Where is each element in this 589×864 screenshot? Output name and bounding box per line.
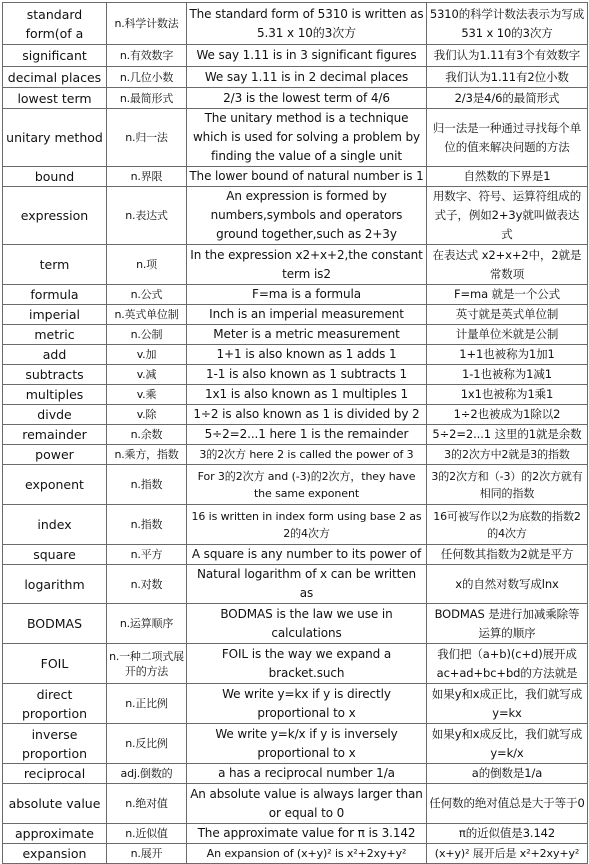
example-cell: 1-1 is also known as 1 subtracts 1 xyxy=(187,365,427,385)
term-cell: unitary method xyxy=(3,109,107,167)
translation-cell: 5310的科学计数法表示为写成531 x 10的3次方 xyxy=(427,3,588,45)
table-row xyxy=(3,724,588,764)
table-row xyxy=(3,45,588,67)
translation-cell: 16可被写作以2为底数的指数2的4次方 xyxy=(427,505,588,545)
translation-cell: F=ma 就是一个公式 xyxy=(427,285,588,305)
translation-cell: π的近似值是3.142 xyxy=(427,824,588,844)
translation-cell: a的倒数是1/a xyxy=(427,764,588,784)
translation-cell: 2/3是4/6的最简形式 xyxy=(427,88,588,109)
example-cell: a has a reciprocal number 1/a xyxy=(187,764,427,784)
translation-cell: 3的2次方和（-3）的2次方就有相同的指数 xyxy=(427,465,588,505)
term-cell: absolute value xyxy=(3,784,107,824)
part-of-speech-cell: n.公式 xyxy=(107,285,187,305)
example-cell: The approximate value for π is 3.142 xyxy=(187,824,427,844)
translation-cell: 在表达式 x2+x+2中，2就是常数项 xyxy=(427,245,588,285)
example-cell: Natural logarithm of x can be written as xyxy=(187,565,427,604)
part-of-speech-cell: n.余数 xyxy=(107,425,187,445)
example-cell: 2/3 is the lowest term of 4/6 xyxy=(187,88,427,109)
part-of-speech-cell: v.加 xyxy=(107,345,187,365)
translation-cell: 5÷2=2...1 这里的1就是余数 xyxy=(427,425,588,445)
term-cell: divde xyxy=(3,405,107,425)
term-cell: BODMAS xyxy=(3,604,107,644)
example-cell: 16 is written in index form using base 2 as 2的4次方 xyxy=(187,505,427,545)
translation-cell: 3的2次方中2就是3的指数 xyxy=(427,445,588,465)
translation-cell: BODMAS 是进行加减乘除等运算的顺序 xyxy=(427,604,588,644)
term-cell: direct proportion xyxy=(3,684,107,724)
part-of-speech-cell: n.正比例 xyxy=(107,684,187,724)
part-of-speech-cell: adj.倒数的 xyxy=(107,764,187,784)
part-of-speech-cell: n.几位小数 xyxy=(107,67,187,88)
example-cell: The standard form of 5310 is written as 5.31 x 10的3次方 xyxy=(187,3,427,45)
part-of-speech-cell: n.指数 xyxy=(107,465,187,505)
vocabulary-table-container xyxy=(2,2,588,864)
part-of-speech-cell: n.对数 xyxy=(107,565,187,604)
translation-cell: 如果y和x成反比，我们就写成y=k/x xyxy=(427,724,588,764)
term-cell: term xyxy=(3,245,107,285)
term-cell: exponent xyxy=(3,465,107,505)
part-of-speech-cell: n.表达式 xyxy=(107,187,187,245)
translation-cell: 如果y和x成正比，我们就写成y=kx xyxy=(427,684,588,724)
translation-cell: 任何数的绝对值总是大于等于0 xyxy=(427,784,588,824)
table-row xyxy=(3,385,588,405)
example-cell: BODMAS is the law we use in calculations xyxy=(187,604,427,644)
translation-cell: x的自然对数写成lnx xyxy=(427,565,588,604)
table-row xyxy=(3,187,588,245)
term-cell: remainder xyxy=(3,425,107,445)
part-of-speech-cell: n.运算顺序 xyxy=(107,604,187,644)
part-of-speech-cell: n.英式单位制 xyxy=(107,305,187,325)
translation-cell: 用数字、符号、运算符组成的式子，例如2+3y就叫做表达式 xyxy=(427,187,588,245)
term-cell: subtracts xyxy=(3,365,107,385)
example-cell: Meter is a metric measurement xyxy=(187,325,427,345)
vocabulary-table xyxy=(2,2,588,864)
term-cell: lowest term xyxy=(3,88,107,109)
translation-cell: 1+1也被称为1加1 xyxy=(427,345,588,365)
term-cell: inverse proportion xyxy=(3,724,107,764)
example-cell: A square is any number to its power of xyxy=(187,545,427,565)
table-row xyxy=(3,684,588,724)
part-of-speech-cell: n.项 xyxy=(107,245,187,285)
example-cell: In the expression x2+x+2,the constant term is2 xyxy=(187,245,427,285)
table-row xyxy=(3,167,588,187)
translation-cell: 英寸就是英式单位制 xyxy=(427,305,588,325)
term-cell: square xyxy=(3,545,107,565)
example-cell: We say 1.11 is in 3 significant figures xyxy=(187,45,427,67)
part-of-speech-cell: n.展开 xyxy=(107,844,187,864)
table-row xyxy=(3,109,588,167)
part-of-speech-cell: n.指数 xyxy=(107,505,187,545)
example-cell: An absolute value is always larger than or equal to 0 xyxy=(187,784,427,824)
example-cell: 1+1 is also known as 1 adds 1 xyxy=(187,345,427,365)
part-of-speech-cell: n.绝对值 xyxy=(107,784,187,824)
term-cell: logarithm xyxy=(3,565,107,604)
term-cell: standard form(of a xyxy=(3,3,107,45)
term-cell: reciprocal xyxy=(3,764,107,784)
translation-cell: 任何数其指数为2就是平方 xyxy=(427,545,588,565)
table-row xyxy=(3,325,588,345)
part-of-speech-cell: n.乘方，指数 xyxy=(107,445,187,465)
term-cell: formula xyxy=(3,285,107,305)
table-row xyxy=(3,67,588,88)
table-row xyxy=(3,88,588,109)
table-row xyxy=(3,824,588,844)
table-row xyxy=(3,644,588,684)
table-row xyxy=(3,3,588,45)
table-row xyxy=(3,604,588,644)
example-cell: 1÷2 is also known as 1 is divided by 2 xyxy=(187,405,427,425)
term-cell: decimal places xyxy=(3,67,107,88)
translation-cell: (x+y)² 展开后是 x²+2xy+y² xyxy=(427,844,588,864)
example-cell: For 3的2次方 and (-3)的2次方，they have the same exponent xyxy=(187,465,427,505)
table-row xyxy=(3,545,588,565)
term-cell: bound xyxy=(3,167,107,187)
part-of-speech-cell: n.最简形式 xyxy=(107,88,187,109)
table-row xyxy=(3,465,588,505)
part-of-speech-cell: n.反比例 xyxy=(107,724,187,764)
translation-cell: 1x1也被称为1乘1 xyxy=(427,385,588,405)
example-cell: FOIL is the way we expand a bracket.such xyxy=(187,644,427,684)
term-cell: index xyxy=(3,505,107,545)
example-cell: The unitary method is a technique which is used for solving a problem by finding the value of a single unit xyxy=(187,109,427,167)
part-of-speech-cell: n.公制 xyxy=(107,325,187,345)
example-cell: 5÷2=2...1 here 1 is the remainder xyxy=(187,425,427,445)
translation-cell: 归一法是一种通过寻找每个单位的值来解决问题的方法 xyxy=(427,109,588,167)
example-cell: 1x1 is also known as 1 multiples 1 xyxy=(187,385,427,405)
translation-cell: 计量单位米就是公制 xyxy=(427,325,588,345)
table-row xyxy=(3,345,588,365)
term-cell: multiples xyxy=(3,385,107,405)
example-cell: An expansion of (x+y)² is x²+2xy+y² xyxy=(187,844,427,864)
table-row xyxy=(3,365,588,385)
part-of-speech-cell: v.乘 xyxy=(107,385,187,405)
example-cell: We say 1.11 is in 2 decimal places xyxy=(187,67,427,88)
example-cell: The lower bound of natural number is 1 xyxy=(187,167,427,187)
term-cell: imperial xyxy=(3,305,107,325)
translation-cell: 我们认为1.11有3个有效数字 xyxy=(427,45,588,67)
table-row xyxy=(3,505,588,545)
table-row xyxy=(3,305,588,325)
table-row xyxy=(3,445,588,465)
table-row xyxy=(3,285,588,305)
table-row xyxy=(3,245,588,285)
term-cell: approximate xyxy=(3,824,107,844)
example-cell: An expression is formed by numbers,symbols and operators ground together,such as 2+3y xyxy=(187,187,427,245)
table-row xyxy=(3,425,588,445)
example-cell: F=ma is a formula xyxy=(187,285,427,305)
part-of-speech-cell: v.除 xyxy=(107,405,187,425)
part-of-speech-cell: n.平方 xyxy=(107,545,187,565)
translation-cell: 自然数的下界是1 xyxy=(427,167,588,187)
example-cell: We write y=k/x if y is inversely proportional to x xyxy=(187,724,427,764)
part-of-speech-cell: n.界限 xyxy=(107,167,187,187)
example-cell: We write y=kx if y is directly proportional to x xyxy=(187,684,427,724)
term-cell: power xyxy=(3,445,107,465)
table-row xyxy=(3,844,588,864)
part-of-speech-cell: n.有效数字 xyxy=(107,45,187,67)
part-of-speech-cell: n.归一法 xyxy=(107,109,187,167)
part-of-speech-cell: n.一种二项式展开的方法 xyxy=(107,644,187,684)
example-cell: 3的2次方 here 2 is called the power of 3 xyxy=(187,445,427,465)
example-cell: Inch is an imperial measurement xyxy=(187,305,427,325)
part-of-speech-cell: n.科学计数法 xyxy=(107,3,187,45)
term-cell: significant xyxy=(3,45,107,67)
translation-cell: 1÷2也被成为1除以2 xyxy=(427,405,588,425)
table-row xyxy=(3,405,588,425)
translation-cell: 1-1也被称为1减1 xyxy=(427,365,588,385)
table-row xyxy=(3,784,588,824)
term-cell: expression xyxy=(3,187,107,245)
part-of-speech-cell: n.近似值 xyxy=(107,824,187,844)
part-of-speech-cell: v.减 xyxy=(107,365,187,385)
translation-cell: 我们认为1.11有2位小数 xyxy=(427,67,588,88)
term-cell: add xyxy=(3,345,107,365)
term-cell: expansion xyxy=(3,844,107,864)
term-cell: FOIL xyxy=(3,644,107,684)
translation-cell: 我们把（a+b)(c+d)展开成ac+ad+bc+bd的方法就是 xyxy=(427,644,588,684)
table-row xyxy=(3,565,588,604)
term-cell: metric xyxy=(3,325,107,345)
table-row xyxy=(3,764,588,784)
